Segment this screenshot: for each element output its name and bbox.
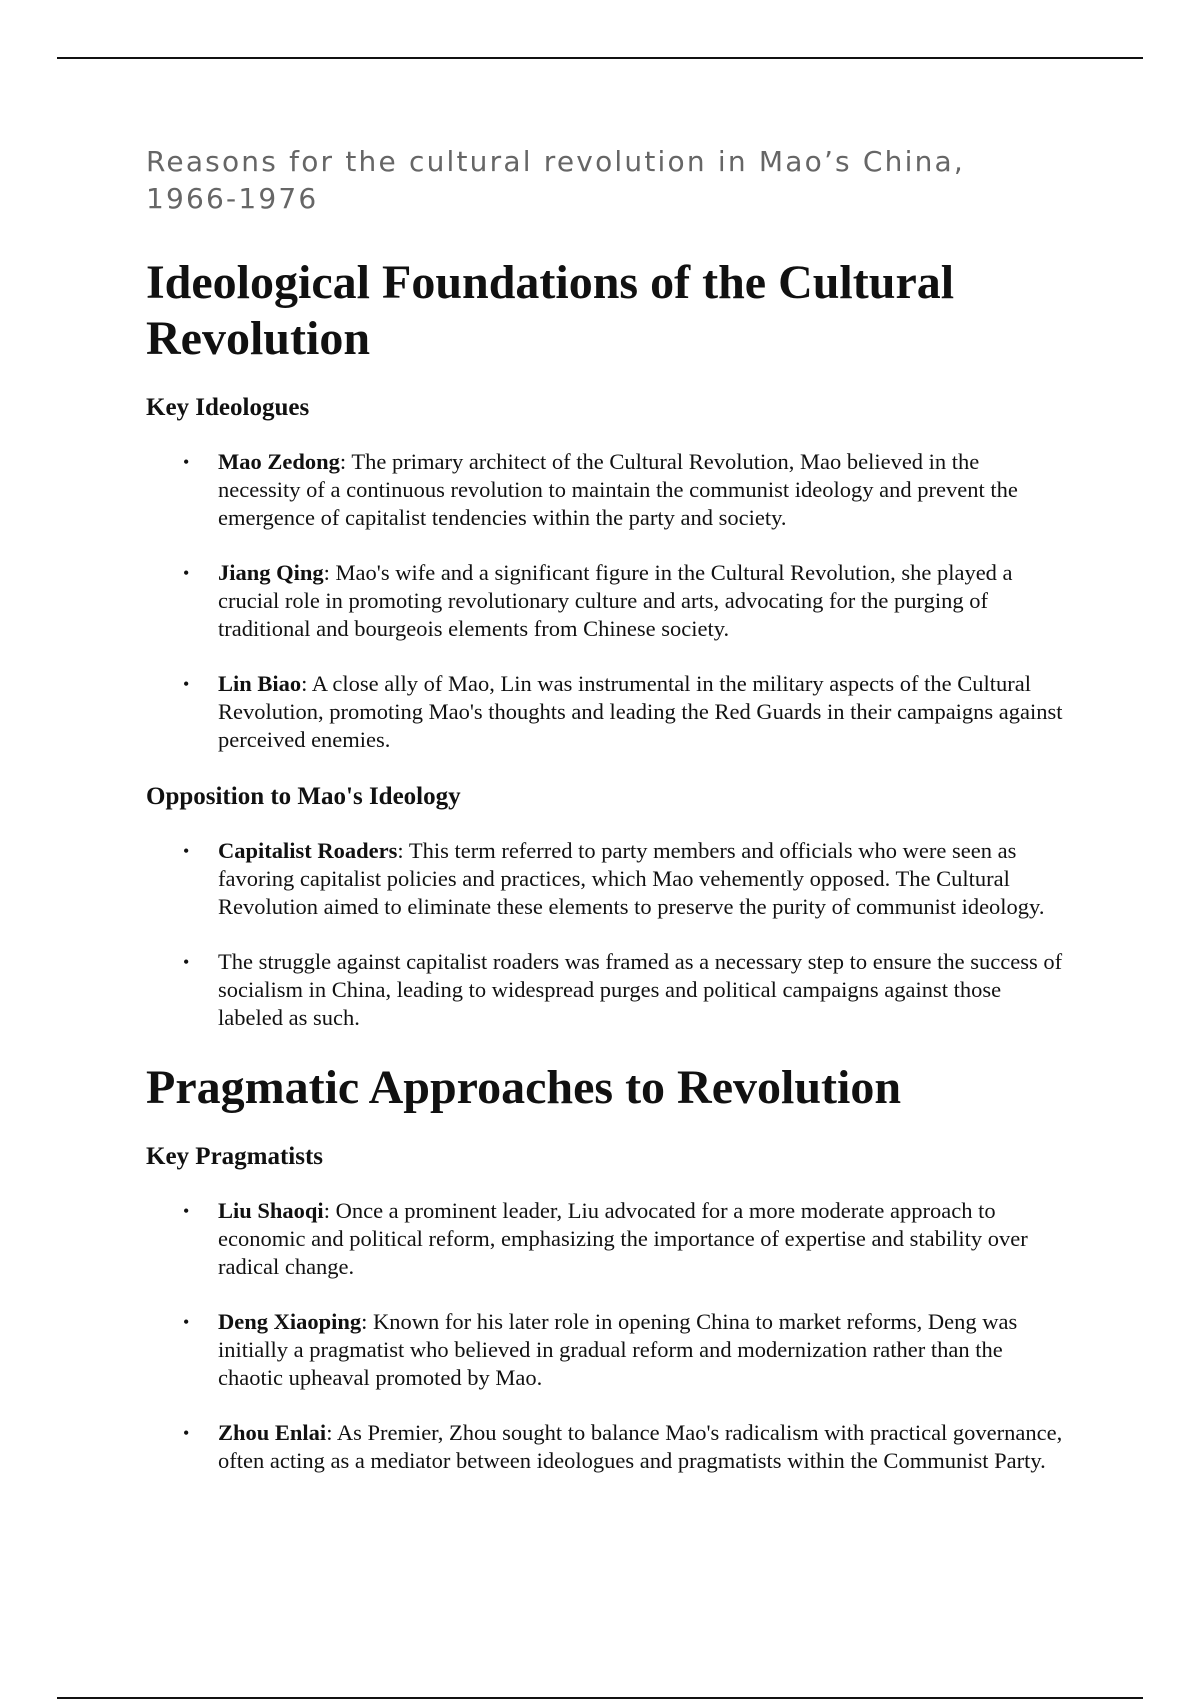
list-item	[146, 670, 1066, 754]
list-item	[146, 1308, 1066, 1392]
section-title: Ideological Foundations of the Cultural Revolution	[146, 256, 955, 365]
list-item	[146, 948, 1066, 1032]
item-term: Lin Biao	[218, 671, 302, 696]
bullet-list	[146, 837, 1066, 1032]
item-text: : As Premier, Zhou sought to balance Mao's radicalism with practical governance, often acting as a mediator between ideologues and pragmatists within the Communist Party.	[218, 1420, 1063, 1473]
item-text: : The primary architect of the Cultural Revolution, Mao believed in the necessity of a continuous revolution to maintain the communist ideology and prevent the emergence of capitalist tendencies within the party and society.	[218, 449, 1018, 530]
subsection-heading: Key Ideologues	[146, 394, 310, 421]
document-body	[146, 143, 1066, 1475]
header-rule	[57, 57, 1143, 59]
bullet-icon: •	[183, 841, 190, 861]
list-item	[146, 448, 1066, 532]
bullet-list	[146, 448, 1066, 754]
bullet-icon: •	[183, 1312, 190, 1332]
item-text: : Once a prominent leader, Liu advocated for a more moderate approach to economic and political reform, emphasizing the importance of expertise and stability over radical change.	[218, 1198, 1028, 1279]
list-item	[146, 559, 1066, 643]
bullet-icon: •	[183, 674, 190, 694]
item-term: Liu Shaoqi	[218, 1198, 324, 1223]
list-item	[146, 837, 1066, 921]
subsection-heading: Key Pragmatists	[146, 1143, 324, 1170]
item-term: Capitalist Roaders	[218, 838, 398, 863]
bullet-icon: •	[183, 1201, 190, 1221]
bullet-icon: •	[183, 952, 190, 972]
bullet-icon: •	[183, 563, 190, 583]
item-text: : This term referred to party members and officials who were seen as favoring capitalist policies and practices, which Mao vehemently opposed. The Cultural Revolution aimed to eliminate these elements to preserve the purity of communist ideology.	[218, 838, 1045, 919]
item-term: Zhou Enlai	[218, 1420, 327, 1445]
item-term: Jiang Qing	[218, 560, 324, 585]
list-item	[146, 1197, 1066, 1281]
item-term: Mao Zedong	[218, 449, 340, 474]
bullet-icon: •	[183, 452, 190, 472]
section-title: Pragmatic Approaches to Revolution	[146, 1061, 902, 1114]
footer-rule	[57, 1697, 1143, 1699]
bullet-list	[146, 1197, 1066, 1475]
item-text: The struggle against capitalist roaders was framed as a necessary step to ensure the success of socialism in China, leading to widespread purges and political campaigns against those labeled as such.	[218, 949, 1063, 1030]
list-item	[146, 1419, 1066, 1475]
item-text: : Known for his later role in opening China to market reforms, Deng was initially a pragmatist who believed in gradual reform and modernization rather than the chaotic upheaval promoted by Mao.	[218, 1309, 1018, 1390]
subsection-heading: Opposition to Mao's Ideology	[146, 783, 461, 810]
document-subtitle: Reasons for the cultural revolution in Mao’s China, 1966-1976	[146, 145, 966, 215]
item-term: Deng Xiaoping	[218, 1309, 362, 1334]
item-text: : A close ally of Mao, Lin was instrumental in the military aspects of the Cultural Revolution, promoting Mao's thoughts and leading the Red Guards in their campaigns against perceived enemies.	[218, 671, 1063, 752]
item-text: : Mao's wife and a significant figure in the Cultural Revolution, she played a crucial role in promoting revolutionary culture and arts, advocating for the purging of traditional and bourgeois elements from Chinese society.	[218, 560, 1013, 641]
bullet-icon: •	[183, 1423, 190, 1443]
